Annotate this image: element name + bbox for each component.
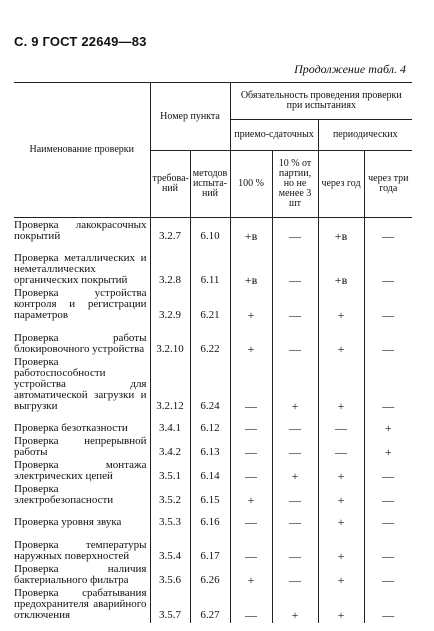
mark-10: — bbox=[272, 244, 318, 288]
mark-10: — bbox=[272, 508, 318, 530]
req-number: 3.4.2 bbox=[150, 436, 190, 460]
table-row bbox=[14, 564, 412, 588]
mark-year1: + bbox=[318, 323, 364, 357]
table-row bbox=[14, 460, 412, 484]
header-acceptance: приемо-сдаточных bbox=[230, 120, 318, 151]
mark-year3: — bbox=[364, 588, 412, 623]
mark-year1: + bbox=[318, 530, 364, 564]
table-row bbox=[14, 588, 412, 623]
mark-year1: + bbox=[318, 460, 364, 484]
mark-year3: — bbox=[364, 323, 412, 357]
table-row bbox=[14, 436, 412, 460]
req-number: 3.5.4 bbox=[150, 530, 190, 564]
mark-year3: — bbox=[364, 530, 412, 564]
table-continuation-label: Продолжение табл. 4 bbox=[294, 62, 406, 76]
req-number: 3.2.7 bbox=[150, 218, 190, 244]
check-name: Проверка работы блокировочного устройства bbox=[14, 331, 147, 355]
method-number: 6.16 bbox=[190, 508, 230, 530]
req-number: 3.2.8 bbox=[150, 244, 190, 288]
mark-10: + bbox=[272, 588, 318, 623]
mark-100: — bbox=[230, 508, 272, 530]
mark-year3: — bbox=[364, 564, 412, 588]
header-100-percent: 100 % bbox=[230, 151, 272, 218]
mark-100: — bbox=[230, 436, 272, 460]
mark-year3: — bbox=[364, 357, 412, 414]
mark-100: + bbox=[230, 323, 272, 357]
mark-100: — bbox=[230, 414, 272, 436]
table-row bbox=[14, 357, 412, 414]
mark-10: — bbox=[272, 218, 318, 244]
method-number: 6.10 bbox=[190, 218, 230, 244]
mark-100: +в bbox=[230, 244, 272, 288]
method-number: 6.17 bbox=[190, 530, 230, 564]
header-requirements: требова-ний bbox=[150, 151, 190, 218]
mark-year1: — bbox=[318, 436, 364, 460]
mark-100: + bbox=[230, 564, 272, 588]
check-name: Проверка электробезопасности bbox=[14, 482, 114, 506]
req-number: 3.4.1 bbox=[150, 414, 190, 436]
table-row bbox=[14, 530, 412, 564]
header-three-years: через три года bbox=[364, 151, 412, 218]
mark-year3: — bbox=[364, 244, 412, 288]
mark-year1: + bbox=[318, 288, 364, 323]
mark-year3: — bbox=[364, 460, 412, 484]
mark-year1: + bbox=[318, 508, 364, 530]
mark-100: + bbox=[230, 484, 272, 508]
mark-100: — bbox=[230, 357, 272, 414]
check-name: Проверка работоспособности устройства для автоматической загрузки и выгрузки bbox=[14, 355, 147, 412]
mark-year1: — bbox=[318, 414, 364, 436]
mark-10: — bbox=[272, 414, 318, 436]
method-number: 6.13 bbox=[190, 436, 230, 460]
method-number: 6.24 bbox=[190, 357, 230, 414]
header-10-percent: 10 % от партии, но не менее 3 шт bbox=[272, 151, 318, 218]
method-number: 6.12 bbox=[190, 414, 230, 436]
header-methods: методов испыта-ний bbox=[190, 151, 230, 218]
method-number: 6.22 bbox=[190, 323, 230, 357]
mark-year3: + bbox=[364, 436, 412, 460]
req-number: 3.5.3 bbox=[150, 508, 190, 530]
table-row bbox=[14, 288, 412, 323]
req-number: 3.5.6 bbox=[150, 564, 190, 588]
check-name: Проверка температуры наружных поверхностей bbox=[14, 538, 147, 562]
mark-year1: +в bbox=[318, 244, 364, 288]
mark-year1: + bbox=[318, 484, 364, 508]
header-mandatory: Обязательность проведения проверки при испытаниях bbox=[230, 83, 412, 120]
check-name: Проверка наличия бактериального фильтра bbox=[14, 562, 147, 586]
mark-100: — bbox=[230, 588, 272, 623]
mark-year1: + bbox=[318, 564, 364, 588]
mark-100: — bbox=[230, 530, 272, 564]
header-item-number: Номер пункта bbox=[150, 83, 230, 151]
mark-10: + bbox=[272, 460, 318, 484]
table-row bbox=[14, 244, 412, 288]
method-number: 6.11 bbox=[190, 244, 230, 288]
check-name: Проверка уровня звука bbox=[14, 515, 122, 528]
req-number: 3.2.9 bbox=[150, 288, 190, 323]
req-number: 3.5.7 bbox=[150, 588, 190, 623]
check-name: Проверка безотказности bbox=[14, 421, 128, 434]
table-row bbox=[14, 323, 412, 357]
check-name: Проверка устройства контроля и регистрации параметров bbox=[14, 286, 147, 321]
mark-year3: — bbox=[364, 508, 412, 530]
table-row bbox=[14, 414, 412, 436]
mark-100: — bbox=[230, 460, 272, 484]
check-name: Проверка срабатывания предохранителя аварийного отключения bbox=[14, 586, 147, 621]
mark-100: +в bbox=[230, 218, 272, 244]
table-header bbox=[14, 83, 412, 218]
mark-10: — bbox=[272, 530, 318, 564]
mark-year3: — bbox=[364, 218, 412, 244]
method-number: 6.21 bbox=[190, 288, 230, 323]
table-body bbox=[14, 218, 412, 623]
check-name: Проверка лакокрасочных покрытий bbox=[14, 218, 147, 242]
mark-10: — bbox=[272, 564, 318, 588]
check-name: Проверка непрерывной работы bbox=[14, 434, 147, 458]
table-row bbox=[14, 508, 412, 530]
mark-10: — bbox=[272, 436, 318, 460]
mark-100: + bbox=[230, 288, 272, 323]
mark-10: — bbox=[272, 323, 318, 357]
mark-10: — bbox=[272, 288, 318, 323]
method-number: 6.26 bbox=[190, 564, 230, 588]
header-check-name: Наименование проверки bbox=[14, 83, 150, 218]
mark-year3: — bbox=[364, 484, 412, 508]
req-number: 3.5.2 bbox=[150, 484, 190, 508]
method-number: 6.15 bbox=[190, 484, 230, 508]
mark-year3: — bbox=[364, 288, 412, 323]
mark-10: + bbox=[272, 357, 318, 414]
req-number: 3.2.12 bbox=[150, 357, 190, 414]
method-number: 6.14 bbox=[190, 460, 230, 484]
mark-year1: + bbox=[318, 588, 364, 623]
table-row bbox=[14, 218, 412, 244]
check-name: Проверка монтажа электрических цепей bbox=[14, 458, 147, 482]
mark-year1: +в bbox=[318, 218, 364, 244]
header-one-year: через год bbox=[318, 151, 364, 218]
mark-year3: + bbox=[364, 414, 412, 436]
check-name: Проверка металлических и неметаллических органических покрытий bbox=[14, 251, 147, 286]
method-number: 6.27 bbox=[190, 588, 230, 623]
page-header: С. 9 ГОСТ 22649—83 bbox=[14, 34, 147, 49]
req-number: 3.2.10 bbox=[150, 323, 190, 357]
table-row bbox=[14, 484, 412, 508]
mark-year1: + bbox=[318, 357, 364, 414]
req-number: 3.5.1 bbox=[150, 460, 190, 484]
header-periodic: периодических bbox=[318, 120, 412, 151]
inspection-table bbox=[14, 82, 412, 623]
mark-10: — bbox=[272, 484, 318, 508]
